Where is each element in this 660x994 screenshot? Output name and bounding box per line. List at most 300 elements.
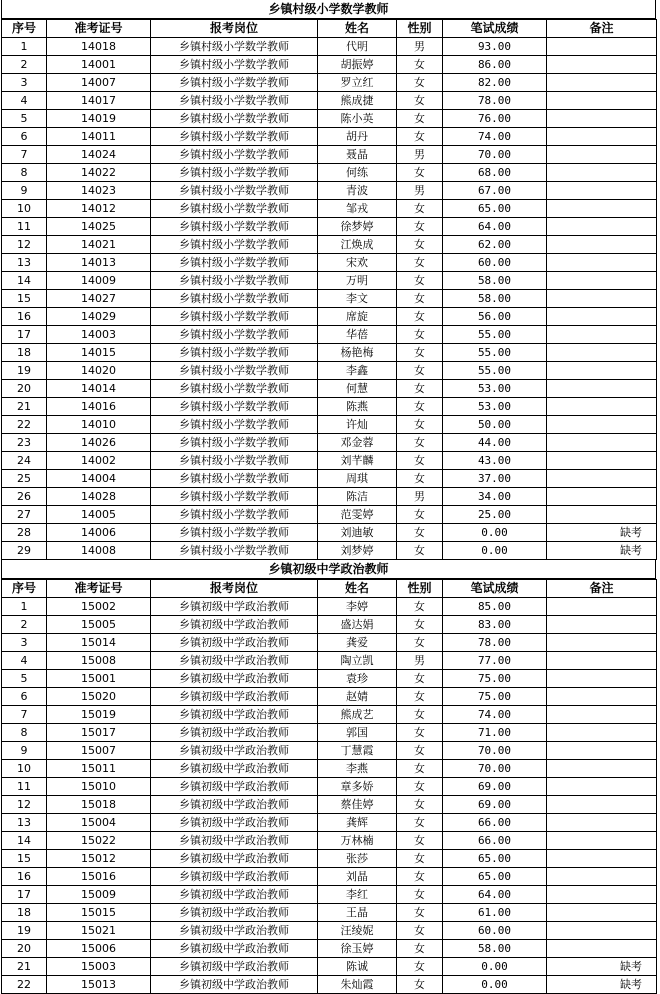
cell-no: 24 <box>2 452 47 470</box>
cell-post: 乡镇村级小学数学教师 <box>151 254 318 272</box>
cell-sex: 男 <box>397 652 443 670</box>
cell-name: 郭国 <box>318 724 397 742</box>
cell-note <box>547 904 657 922</box>
cell-name: 龚爱 <box>318 634 397 652</box>
cell-exam-id: 14013 <box>47 254 151 272</box>
header-row <box>2 580 657 598</box>
table-row <box>2 236 657 254</box>
cell-note <box>547 74 657 92</box>
cell-sex: 女 <box>397 724 443 742</box>
cell-score: 93.00 <box>443 38 547 56</box>
cell-exam-id: 14003 <box>47 326 151 344</box>
cell-exam-id: 15014 <box>47 634 151 652</box>
cell-sex: 女 <box>397 434 443 452</box>
table-row <box>2 724 657 742</box>
table-row <box>2 380 657 398</box>
table-row <box>2 290 657 308</box>
table-row <box>2 706 657 724</box>
table-row <box>2 452 657 470</box>
cell-no: 3 <box>2 74 47 92</box>
cell-exam-id: 15009 <box>47 886 151 904</box>
cell-name: 徐梦婷 <box>318 218 397 236</box>
table-row <box>2 488 657 506</box>
section-title-politics: 乡镇初级中学政治教师 <box>1 560 656 579</box>
cell-no: 7 <box>2 706 47 724</box>
cell-exam-id: 14022 <box>47 164 151 182</box>
cell-exam-id: 14004 <box>47 470 151 488</box>
cell-score: 69.00 <box>443 796 547 814</box>
cell-exam-id: 14028 <box>47 488 151 506</box>
table-row <box>2 634 657 652</box>
cell-note <box>547 326 657 344</box>
cell-score: 0.00 <box>443 524 547 542</box>
table-row <box>2 218 657 236</box>
header-sex: 性别 <box>397 20 443 38</box>
header-note: 备注 <box>547 580 657 598</box>
cell-post: 乡镇初级中学政治教师 <box>151 670 318 688</box>
cell-name: 许灿 <box>318 416 397 434</box>
cell-sex: 女 <box>397 616 443 634</box>
cell-exam-id: 15011 <box>47 760 151 778</box>
cell-exam-id: 14010 <box>47 416 151 434</box>
cell-sex: 女 <box>397 416 443 434</box>
cell-no: 26 <box>2 488 47 506</box>
cell-no: 17 <box>2 326 47 344</box>
cell-sex: 女 <box>397 218 443 236</box>
cell-note <box>547 200 657 218</box>
cell-post: 乡镇村级小学数学教师 <box>151 542 318 560</box>
cell-no: 5 <box>2 110 47 128</box>
results-sheet <box>1 0 656 994</box>
cell-sex: 女 <box>397 524 443 542</box>
cell-note <box>547 254 657 272</box>
cell-post: 乡镇初级中学政治教师 <box>151 652 318 670</box>
cell-name: 熊成捷 <box>318 92 397 110</box>
cell-post: 乡镇村级小学数学教师 <box>151 74 318 92</box>
cell-score: 58.00 <box>443 940 547 958</box>
cell-note <box>547 922 657 940</box>
table-row <box>2 434 657 452</box>
header-post: 报考岗位 <box>151 580 318 598</box>
cell-note <box>547 434 657 452</box>
table-row <box>2 616 657 634</box>
cell-post: 乡镇村级小学数学教师 <box>151 326 318 344</box>
cell-name: 李燕 <box>318 760 397 778</box>
cell-exam-id: 14027 <box>47 290 151 308</box>
cell-sex: 女 <box>397 380 443 398</box>
cell-exam-id: 15005 <box>47 616 151 634</box>
cell-sex: 男 <box>397 182 443 200</box>
table-row <box>2 326 657 344</box>
cell-name: 青波 <box>318 182 397 200</box>
cell-post: 乡镇村级小学数学教师 <box>151 182 318 200</box>
table-row <box>2 850 657 868</box>
cell-post: 乡镇初级中学政治教师 <box>151 922 318 940</box>
cell-no: 10 <box>2 760 47 778</box>
cell-no: 4 <box>2 652 47 670</box>
cell-name: 江焕成 <box>318 236 397 254</box>
table-row <box>2 524 657 542</box>
cell-post: 乡镇初级中学政治教师 <box>151 904 318 922</box>
cell-note <box>547 488 657 506</box>
cell-score: 0.00 <box>443 976 547 994</box>
cell-score: 66.00 <box>443 832 547 850</box>
cell-sex: 女 <box>397 470 443 488</box>
cell-exam-id: 15020 <box>47 688 151 706</box>
cell-name: 汪绫妮 <box>318 922 397 940</box>
cell-score: 76.00 <box>443 110 547 128</box>
cell-no: 2 <box>2 56 47 74</box>
cell-no: 25 <box>2 470 47 488</box>
table-row <box>2 308 657 326</box>
cell-exam-id: 15016 <box>47 868 151 886</box>
section-title-math: 乡镇村级小学数学教师 <box>1 0 656 19</box>
cell-name: 万林楠 <box>318 832 397 850</box>
cell-score: 77.00 <box>443 652 547 670</box>
cell-note <box>547 308 657 326</box>
cell-no: 12 <box>2 236 47 254</box>
header-score: 笔试成绩 <box>443 580 547 598</box>
cell-sex: 女 <box>397 452 443 470</box>
cell-score: 75.00 <box>443 688 547 706</box>
cell-exam-id: 15022 <box>47 832 151 850</box>
cell-name: 刘迪敏 <box>318 524 397 542</box>
cell-exam-id: 15012 <box>47 850 151 868</box>
cell-score: 62.00 <box>443 236 547 254</box>
cell-name: 陈诚 <box>318 958 397 976</box>
header-name: 姓名 <box>318 20 397 38</box>
table-row <box>2 506 657 524</box>
cell-sex: 女 <box>397 92 443 110</box>
cell-post: 乡镇初级中学政治教师 <box>151 814 318 832</box>
cell-score: 0.00 <box>443 542 547 560</box>
cell-sex: 女 <box>397 542 443 560</box>
header-no: 序号 <box>2 580 47 598</box>
cell-score: 58.00 <box>443 290 547 308</box>
cell-note <box>547 470 657 488</box>
cell-exam-id: 14006 <box>47 524 151 542</box>
cell-score: 69.00 <box>443 778 547 796</box>
header-exam-id: 准考证号 <box>47 20 151 38</box>
cell-score: 82.00 <box>443 74 547 92</box>
cell-note <box>547 506 657 524</box>
cell-no: 6 <box>2 128 47 146</box>
cell-note <box>547 92 657 110</box>
cell-score: 60.00 <box>443 922 547 940</box>
cell-name: 邹戎 <box>318 200 397 218</box>
cell-post: 乡镇村级小学数学教师 <box>151 506 318 524</box>
cell-no: 22 <box>2 976 47 994</box>
cell-post: 乡镇初级中学政治教师 <box>151 688 318 706</box>
cell-no: 11 <box>2 218 47 236</box>
cell-note <box>547 724 657 742</box>
results-table-politics <box>1 579 657 994</box>
table-row <box>2 652 657 670</box>
cell-post: 乡镇初级中学政治教师 <box>151 832 318 850</box>
table-row <box>2 110 657 128</box>
cell-post: 乡镇村级小学数学教师 <box>151 344 318 362</box>
cell-exam-id: 14026 <box>47 434 151 452</box>
cell-post: 乡镇村级小学数学教师 <box>151 38 318 56</box>
cell-sex: 女 <box>397 200 443 218</box>
cell-score: 58.00 <box>443 272 547 290</box>
cell-exam-id: 15013 <box>47 976 151 994</box>
cell-exam-id: 15006 <box>47 940 151 958</box>
table-row <box>2 416 657 434</box>
cell-note <box>547 38 657 56</box>
cell-note: 缺考 <box>547 958 657 976</box>
cell-no: 10 <box>2 200 47 218</box>
cell-name: 刘晶 <box>318 868 397 886</box>
cell-sex: 男 <box>397 488 443 506</box>
cell-note <box>547 760 657 778</box>
cell-exam-id: 14023 <box>47 182 151 200</box>
cell-no: 8 <box>2 164 47 182</box>
cell-sex: 女 <box>397 742 443 760</box>
cell-score: 64.00 <box>443 886 547 904</box>
cell-exam-id: 14021 <box>47 236 151 254</box>
cell-note <box>547 416 657 434</box>
cell-name: 罗立红 <box>318 74 397 92</box>
cell-post: 乡镇初级中学政治教师 <box>151 940 318 958</box>
cell-sex: 女 <box>397 362 443 380</box>
cell-name: 陶立凯 <box>318 652 397 670</box>
cell-no: 20 <box>2 940 47 958</box>
cell-post: 乡镇初级中学政治教师 <box>151 796 318 814</box>
table-row <box>2 542 657 560</box>
cell-score: 65.00 <box>443 868 547 886</box>
cell-name: 李红 <box>318 886 397 904</box>
cell-score: 65.00 <box>443 850 547 868</box>
cell-name: 陈燕 <box>318 398 397 416</box>
cell-sex: 女 <box>397 688 443 706</box>
cell-no: 7 <box>2 146 47 164</box>
cell-sex: 女 <box>397 344 443 362</box>
cell-post: 乡镇村级小学数学教师 <box>151 128 318 146</box>
cell-note <box>547 598 657 616</box>
cell-no: 15 <box>2 290 47 308</box>
cell-no: 21 <box>2 958 47 976</box>
table-row <box>2 904 657 922</box>
cell-no: 19 <box>2 922 47 940</box>
cell-sex: 女 <box>397 976 443 994</box>
cell-note <box>547 832 657 850</box>
cell-score: 55.00 <box>443 362 547 380</box>
cell-name: 李鑫 <box>318 362 397 380</box>
cell-name: 龚辉 <box>318 814 397 832</box>
cell-no: 23 <box>2 434 47 452</box>
cell-note <box>547 182 657 200</box>
cell-note <box>547 652 657 670</box>
cell-exam-id: 14012 <box>47 200 151 218</box>
cell-sex: 女 <box>397 506 443 524</box>
table-row <box>2 670 657 688</box>
cell-post: 乡镇村级小学数学教师 <box>151 164 318 182</box>
cell-post: 乡镇初级中学政治教师 <box>151 724 318 742</box>
cell-score: 53.00 <box>443 398 547 416</box>
cell-exam-id: 14001 <box>47 56 151 74</box>
table-row <box>2 272 657 290</box>
cell-name: 熊成艺 <box>318 706 397 724</box>
cell-sex: 女 <box>397 760 443 778</box>
table-row <box>2 146 657 164</box>
cell-exam-id: 15017 <box>47 724 151 742</box>
table-row <box>2 128 657 146</box>
cell-note <box>547 670 657 688</box>
cell-note <box>547 164 657 182</box>
cell-sex: 女 <box>397 272 443 290</box>
cell-post: 乡镇村级小学数学教师 <box>151 398 318 416</box>
cell-post: 乡镇村级小学数学教师 <box>151 524 318 542</box>
cell-no: 16 <box>2 308 47 326</box>
cell-score: 44.00 <box>443 434 547 452</box>
cell-score: 78.00 <box>443 92 547 110</box>
cell-exam-id: 14019 <box>47 110 151 128</box>
cell-no: 5 <box>2 670 47 688</box>
cell-exam-id: 14017 <box>47 92 151 110</box>
cell-score: 53.00 <box>443 380 547 398</box>
cell-name: 李婷 <box>318 598 397 616</box>
table-row <box>2 200 657 218</box>
cell-note <box>547 634 657 652</box>
cell-name: 何练 <box>318 164 397 182</box>
cell-score: 43.00 <box>443 452 547 470</box>
cell-no: 20 <box>2 380 47 398</box>
cell-note <box>547 452 657 470</box>
cell-note <box>547 688 657 706</box>
cell-post: 乡镇村级小学数学教师 <box>151 56 318 74</box>
cell-name: 邓金蓉 <box>318 434 397 452</box>
cell-score: 56.00 <box>443 308 547 326</box>
table-row <box>2 344 657 362</box>
cell-note <box>547 850 657 868</box>
cell-post: 乡镇村级小学数学教师 <box>151 362 318 380</box>
cell-sex: 女 <box>397 958 443 976</box>
cell-no: 13 <box>2 814 47 832</box>
cell-score: 70.00 <box>443 760 547 778</box>
cell-name: 席旋 <box>318 308 397 326</box>
table-row <box>2 778 657 796</box>
cell-sex: 女 <box>397 110 443 128</box>
cell-score: 68.00 <box>443 164 547 182</box>
cell-score: 74.00 <box>443 128 547 146</box>
cell-no: 6 <box>2 688 47 706</box>
cell-post: 乡镇村级小学数学教师 <box>151 272 318 290</box>
cell-score: 25.00 <box>443 506 547 524</box>
cell-score: 86.00 <box>443 56 547 74</box>
cell-note <box>547 814 657 832</box>
table-row <box>2 470 657 488</box>
cell-name: 杨艳梅 <box>318 344 397 362</box>
cell-name: 王晶 <box>318 904 397 922</box>
table-row <box>2 796 657 814</box>
results-table-math <box>1 19 657 560</box>
cell-no: 18 <box>2 344 47 362</box>
table-row <box>2 38 657 56</box>
table-row <box>2 958 657 976</box>
cell-note <box>547 706 657 724</box>
table-row <box>2 760 657 778</box>
cell-exam-id: 15007 <box>47 742 151 760</box>
cell-name: 刘芊麟 <box>318 452 397 470</box>
cell-exam-id: 14029 <box>47 308 151 326</box>
cell-note: 缺考 <box>547 542 657 560</box>
cell-no: 8 <box>2 724 47 742</box>
cell-no: 16 <box>2 868 47 886</box>
cell-exam-id: 14007 <box>47 74 151 92</box>
cell-post: 乡镇村级小学数学教师 <box>151 434 318 452</box>
cell-name: 聂晶 <box>318 146 397 164</box>
cell-name: 万明 <box>318 272 397 290</box>
cell-sex: 女 <box>397 796 443 814</box>
cell-no: 13 <box>2 254 47 272</box>
cell-no: 2 <box>2 616 47 634</box>
cell-name: 徐玉婷 <box>318 940 397 958</box>
cell-post: 乡镇初级中学政治教师 <box>151 634 318 652</box>
table-row <box>2 74 657 92</box>
cell-name: 朱灿霞 <box>318 976 397 994</box>
cell-score: 61.00 <box>443 904 547 922</box>
cell-name: 何慧 <box>318 380 397 398</box>
cell-sex: 女 <box>397 904 443 922</box>
cell-score: 66.00 <box>443 814 547 832</box>
table-row <box>2 832 657 850</box>
cell-post: 乡镇初级中学政治教师 <box>151 850 318 868</box>
cell-post: 乡镇村级小学数学教师 <box>151 236 318 254</box>
cell-score: 60.00 <box>443 254 547 272</box>
table-body-math <box>2 38 657 560</box>
cell-exam-id: 14005 <box>47 506 151 524</box>
cell-score: 70.00 <box>443 146 547 164</box>
cell-name: 赵婧 <box>318 688 397 706</box>
cell-exam-id: 14015 <box>47 344 151 362</box>
cell-note <box>547 886 657 904</box>
cell-sex: 男 <box>397 38 443 56</box>
cell-note: 缺考 <box>547 524 657 542</box>
cell-sex: 男 <box>397 146 443 164</box>
cell-score: 50.00 <box>443 416 547 434</box>
cell-exam-id: 14025 <box>47 218 151 236</box>
cell-note <box>547 290 657 308</box>
cell-name: 袁珍 <box>318 670 397 688</box>
cell-post: 乡镇初级中学政治教师 <box>151 760 318 778</box>
cell-post: 乡镇村级小学数学教师 <box>151 308 318 326</box>
cell-sex: 女 <box>397 922 443 940</box>
cell-name: 华蓓 <box>318 326 397 344</box>
header-post: 报考岗位 <box>151 20 318 38</box>
cell-score: 67.00 <box>443 182 547 200</box>
cell-sex: 女 <box>397 670 443 688</box>
cell-note <box>547 868 657 886</box>
header-row <box>2 20 657 38</box>
cell-no: 28 <box>2 524 47 542</box>
cell-exam-id: 15010 <box>47 778 151 796</box>
cell-name: 代明 <box>318 38 397 56</box>
cell-sex: 女 <box>397 940 443 958</box>
table-row <box>2 254 657 272</box>
cell-post: 乡镇村级小学数学教师 <box>151 200 318 218</box>
cell-score: 71.00 <box>443 724 547 742</box>
cell-name: 章多娇 <box>318 778 397 796</box>
cell-exam-id: 14009 <box>47 272 151 290</box>
cell-post: 乡镇村级小学数学教师 <box>151 110 318 128</box>
cell-sex: 女 <box>397 398 443 416</box>
cell-exam-id: 14020 <box>47 362 151 380</box>
cell-note <box>547 272 657 290</box>
cell-name: 胡丹 <box>318 128 397 146</box>
table-row <box>2 886 657 904</box>
table-row <box>2 868 657 886</box>
